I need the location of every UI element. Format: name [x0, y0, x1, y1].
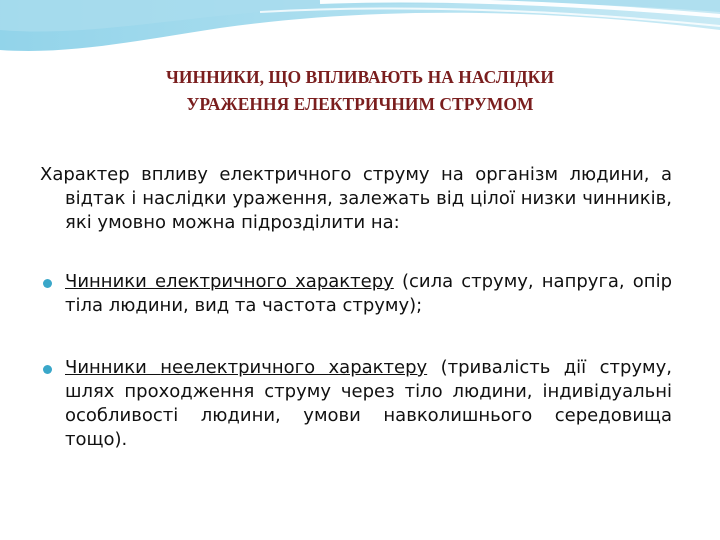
bullet-term-3: характеру: [328, 357, 428, 378]
bullet-text: (сила струму, напруга, опір тіла людини, вид та частота струму);: [65, 271, 672, 316]
title-line-1: ЧИННИКИ, ЩО ВПЛИВАЮТЬ НА НАСЛІДКИ: [166, 67, 554, 87]
bullet-icon: [43, 279, 52, 288]
intro-paragraph: Характер впливу електричного струму на організм людини, а відтак і наслідки ураження, залежать від цілої низки чинників, які умовно можна підрозділити на:: [40, 164, 672, 233]
bullet-term-1: Чинники: [65, 271, 155, 292]
bullet-term-2: електричного: [154, 271, 296, 292]
bullet-term-3: характеру: [295, 271, 394, 292]
bullet-term-2: неелектричного: [160, 357, 329, 378]
bullet-icon: [43, 365, 52, 374]
bullet-nonelectrical-factors: [40, 356, 672, 452]
bullet-term-1: Чинники: [65, 357, 161, 378]
title-line-2: УРАЖЕННЯ ЕЛЕКТРИЧНИМ СТРУМОМ: [186, 94, 534, 114]
slide-body: [40, 163, 672, 452]
bullet-electrical-factors: [40, 270, 672, 318]
slide-title: [40, 64, 680, 118]
bullet-text: (тривалість дії струму, шлях проходження струму через тіло людини, індивідуальні особливості людини, умови навколишнього середовища тощо).: [65, 357, 672, 450]
